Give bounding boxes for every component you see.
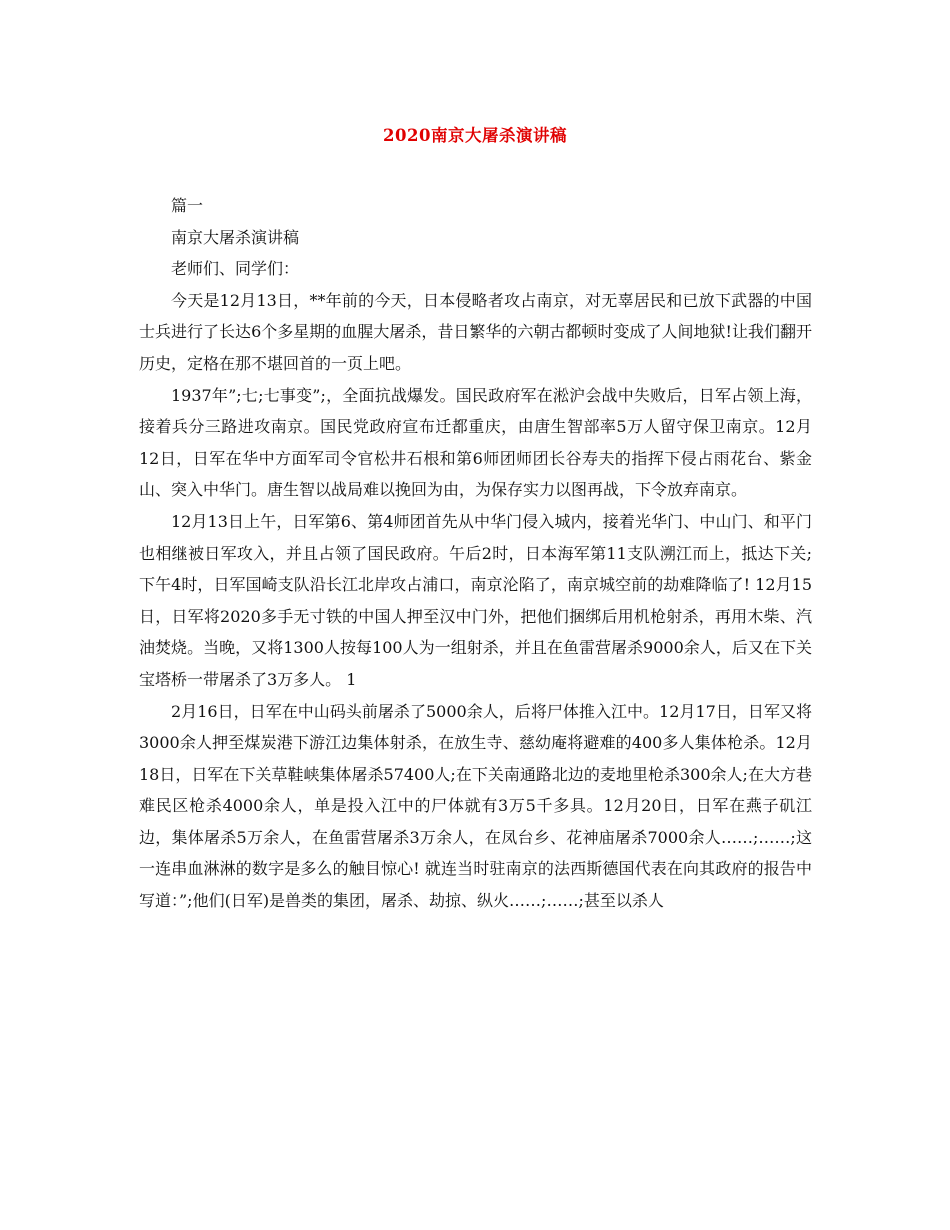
paragraph: 2月16日，日军在中山码头前屠杀了5000余人，后将尸体推入江中。12月17日，日军又将3000余人押至煤炭港下游江边集体射杀，在放生寺、慈幼庵将避难的400多人集体枪杀。12月18日，日军在下关草鞋峡集体屠杀57400人;在下关南通路北边的麦地里枪杀300余人;在大方巷难民区枪杀4000余人，单是投入江中的尸体就有3万5千多具。12月20日，日军在燕子矶江边，集体屠杀5万余人，在鱼雷营屠杀3万余人，在凤台乡、花神庙屠杀7000余人……;……;这一连串血淋淋的数字是多么的触目惊心! 就连当时驻南京的法西斯德国代表在向其政府的报告中写道：”;他们(日军)是兽类的集团，屠杀、劫掠、纵火……;……;甚至以杀人 <box>139 701 812 911</box>
paragraph: 12月13日上午，日军第6、第4师团首先从中华门侵入城内，接着光华门、中山门、和平门也相继被日军攻入，并且占领了国民政府。午后2时，日本海军第11支队溯江而上，抵达下关;下午4时，日军国崎支队沿长江北岸攻占浦口，南京沦陷了，南京城空前的劫难降临了! 12月15日，日军将2020多手无寸铁的中国人押至汉中门外，把他们捆绑后用机枪射杀，再用木柴、汽油焚烧。当晚，又将1300人按每100人为一组射杀，并且在鱼雷营屠杀9000余人，后又在下关宝塔桥一带屠杀了3万多人。 1 <box>139 511 812 689</box>
paragraph-speech-heading: 南京大屠杀演讲稿 <box>171 227 300 247</box>
paragraph: 1937年”;七;七事变”;，全面抗战爆发。国民政府军在淞沪会战中失败后，日军占领上海，接着兵分三路进攻南京。国民党政府宣布迁都重庆，由唐生智部率5万人留守保卫南京。12月12日，日军在华中方面军司令官松井石根和第6师团师团长谷寿夫的指挥下侵占雨花台、紫金山、突入中华门。唐生智以战局难以挽回为由，为保存实力以图再战，下令放弃南京。 <box>139 385 812 500</box>
document-body <box>139 190 812 917</box>
document-title: 2020南京大屠杀演讲稿 <box>383 126 567 145</box>
paragraph: 今天是12月13日，**年前的今天，日本侵略者攻占南京，对无辜居民和已放下武器的中国士兵进行了长达6个多星期的血腥大屠杀，昔日繁华的六朝古都顿时变成了人间地狱!让我们翻开历史，定格在那不堪回首的一页上吧。 <box>139 290 812 373</box>
paragraph-section-label: 篇一 <box>171 196 204 215</box>
paragraph-salutation: 老师们、同学们： <box>171 259 300 279</box>
